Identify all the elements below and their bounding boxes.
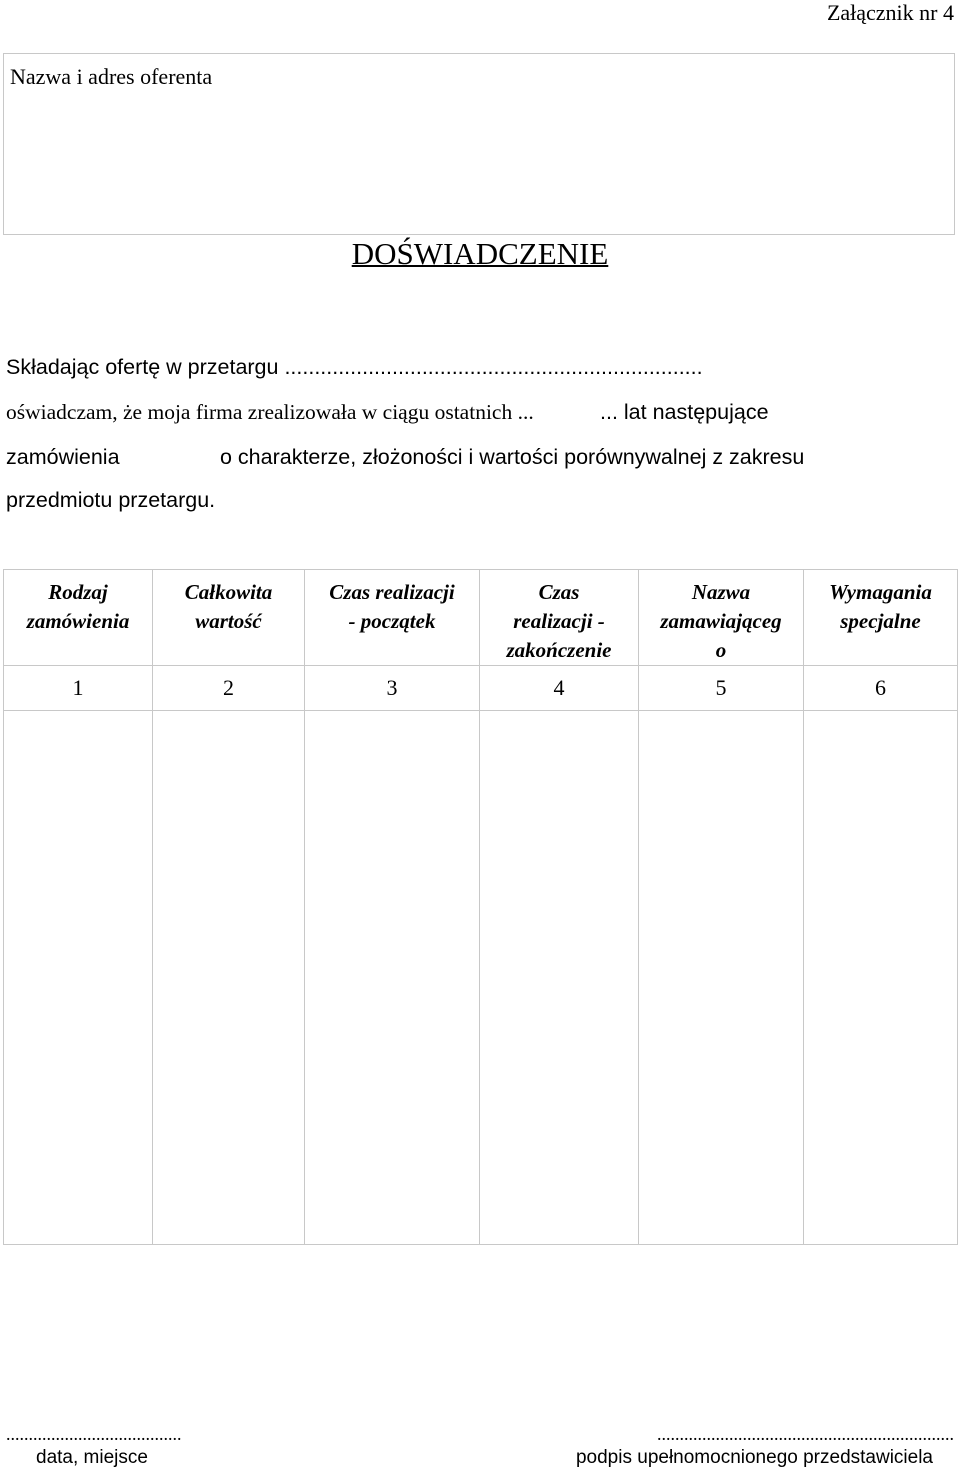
statement-line-2a: oświadczam, że moja firma zrealizowała w ciągu ostatnich ... bbox=[6, 400, 534, 424]
header-line: o bbox=[715, 638, 727, 662]
entry-cell-start-date[interactable] bbox=[305, 711, 480, 1245]
entry-cell-client-name[interactable] bbox=[639, 711, 804, 1245]
statement-line-2b: ... lat następujące bbox=[600, 400, 769, 424]
annex-label: Załącznik nr 4 bbox=[826, 0, 954, 25]
column-number: 4 bbox=[480, 666, 639, 711]
header-line: Czas bbox=[538, 580, 580, 604]
header-line: Całkowita bbox=[184, 580, 273, 604]
column-header-end-date bbox=[480, 570, 639, 666]
column-header-order-type bbox=[4, 570, 153, 666]
header-line: zamawiająceg bbox=[660, 609, 782, 633]
date-place-line: ....................................... bbox=[6, 1424, 182, 1444]
table-number-row bbox=[4, 666, 958, 711]
column-number: 1 bbox=[4, 666, 153, 711]
column-header-start-date bbox=[305, 570, 480, 666]
header-line: Nazwa bbox=[691, 580, 751, 604]
entry-cell-total-value[interactable] bbox=[153, 711, 305, 1245]
offerent-box-label: Nazwa i adres oferenta bbox=[10, 64, 213, 89]
header-line: specjalne bbox=[840, 609, 921, 633]
column-number: 5 bbox=[639, 666, 804, 711]
statement-line-4: przedmiotu przetargu. bbox=[6, 488, 216, 512]
column-header-special-requirements bbox=[804, 570, 958, 666]
statement-line-3a: zamówienia bbox=[6, 445, 120, 469]
column-header-total-value bbox=[153, 570, 305, 666]
column-number: 6 bbox=[804, 666, 958, 711]
column-number: 2 bbox=[153, 666, 305, 711]
header-line: realizacji - bbox=[513, 609, 605, 633]
table-header-row bbox=[4, 570, 958, 666]
signature-label: podpis upełnomocnionego przedstawiciela bbox=[575, 1447, 933, 1468]
entry-cell-order-type[interactable] bbox=[4, 711, 153, 1245]
header-line: zamówienia bbox=[26, 609, 130, 633]
header-line: Rodzaj bbox=[48, 580, 108, 604]
header-line: Wymagania bbox=[829, 580, 932, 604]
offerent-name-address-box[interactable] bbox=[3, 53, 955, 235]
header-line: Czas realizacji bbox=[329, 580, 455, 604]
table-entry-row bbox=[4, 711, 958, 1245]
statement-line-3b: o charakterze, złożoności i wartości porównywalnej z zakresu bbox=[220, 445, 805, 469]
header-line: - początek bbox=[348, 609, 436, 633]
column-number: 3 bbox=[305, 666, 480, 711]
header-line: wartość bbox=[195, 609, 262, 633]
entry-cell-end-date[interactable] bbox=[480, 711, 639, 1245]
signature-line: .................................................................. bbox=[657, 1424, 954, 1444]
header-line: zakończenie bbox=[506, 638, 612, 662]
experience-table bbox=[3, 569, 958, 1245]
entry-cell-special-requirements[interactable] bbox=[804, 711, 958, 1245]
column-header-client-name bbox=[639, 570, 804, 666]
statement-line-1: Składając ofertę w przetargu ...................................................................... bbox=[6, 355, 703, 379]
date-place-label: data, miejsce bbox=[36, 1447, 148, 1468]
document-heading: DOŚWIADCZENIE bbox=[351, 236, 609, 271]
